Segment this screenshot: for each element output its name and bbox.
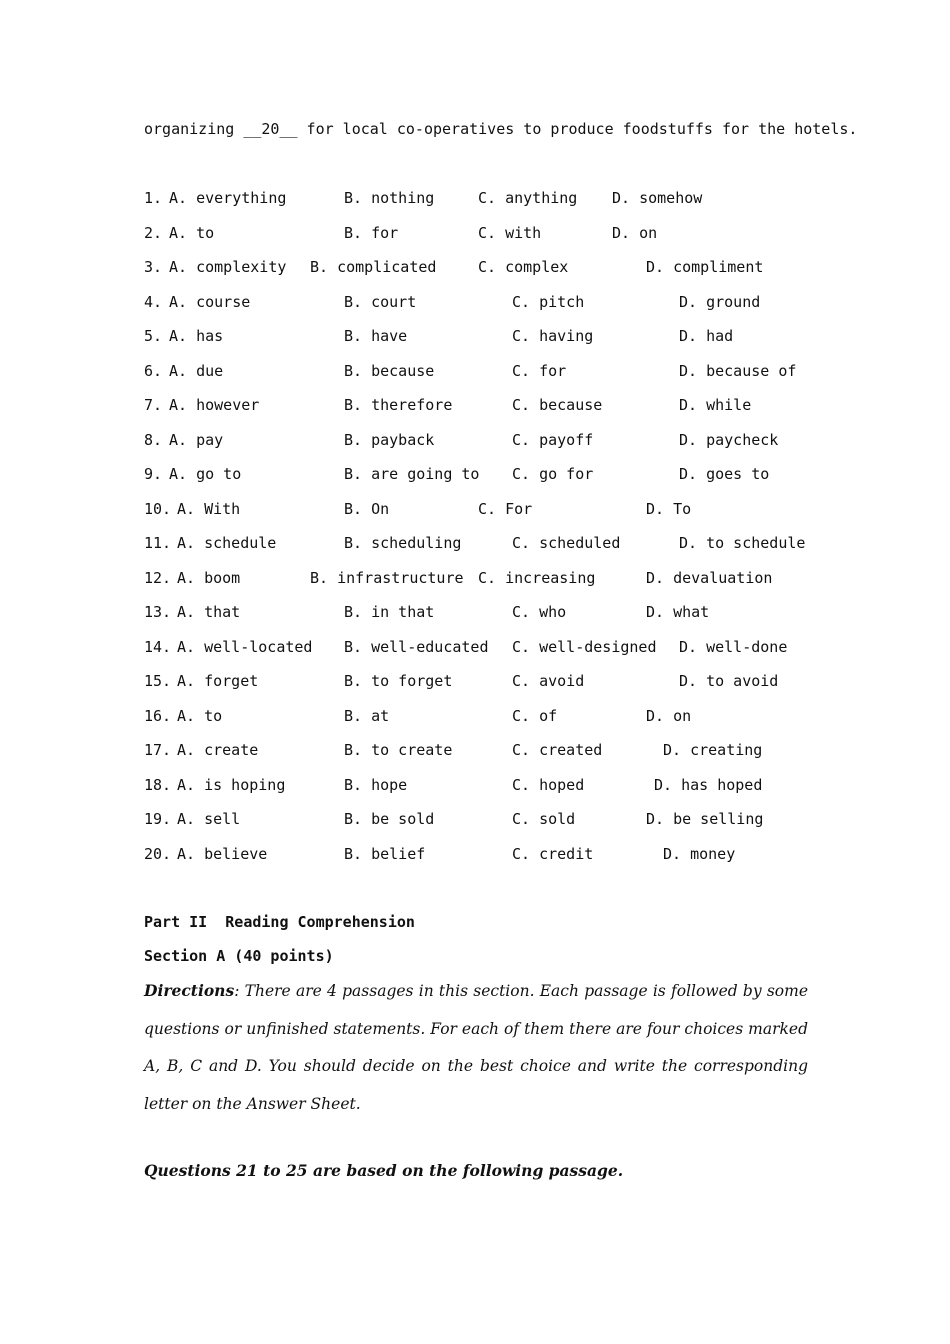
option-d: D. goes to: [679, 465, 770, 483]
question-row: [144, 534, 844, 554]
question-number: 7.: [144, 396, 163, 414]
question-row: [144, 293, 844, 313]
option-a: A. that: [177, 603, 241, 621]
option-d: D. while: [679, 396, 752, 414]
option-b: B. be sold: [344, 810, 435, 828]
option-c: C. who: [512, 603, 567, 621]
option-a: A. to: [169, 223, 215, 242]
question-row: [144, 603, 844, 623]
option-d: D. be selling: [646, 810, 764, 828]
question-number: 9.: [144, 465, 163, 483]
question-row: [144, 845, 844, 865]
option-c: C. payoff: [512, 430, 594, 449]
option-c: C. because: [512, 396, 603, 414]
directions-text: : There are 4 passages in this section. Each passage is followed by some questions or unfinished statements. For each of them there are four choices marked A, B, C and D. You should decide on the best choice and write the corresponding letter on the Answer Sheet.: [144, 982, 808, 1113]
option-a: A. forget: [177, 672, 259, 690]
option-a: A. complexity: [169, 258, 287, 276]
question-number: 2.: [144, 223, 163, 242]
option-c: C. complex: [478, 258, 569, 276]
option-d: D. devaluation: [646, 568, 773, 587]
option-b: B. to create: [344, 741, 453, 759]
option-a: A. sell: [177, 810, 241, 828]
question-number: 5.: [144, 327, 163, 345]
question-row: [144, 224, 844, 244]
intro-line: organizing __20__ for local co-operatives to produce foodstuffs for the hotels.: [144, 120, 858, 138]
question-number: 11.: [144, 534, 172, 552]
option-a: A. go to: [169, 465, 242, 483]
option-b: B. to forget: [344, 672, 453, 690]
question-row: [144, 258, 844, 278]
option-c: C. go for: [512, 465, 594, 483]
option-b: B. court: [344, 292, 417, 311]
question-row: [144, 431, 844, 451]
option-b: B. therefore: [344, 396, 453, 414]
question-row: [144, 362, 844, 382]
option-a: A. well-located: [177, 637, 313, 656]
option-b: B. payback: [344, 430, 435, 449]
option-d: D. had: [679, 327, 734, 345]
option-a: A. pay: [169, 430, 224, 449]
option-b: B. are going to: [344, 465, 480, 483]
option-b: B. On: [344, 499, 390, 518]
question-number: 8.: [144, 430, 163, 449]
option-a: A. is hoping: [177, 775, 286, 794]
question-number: 17.: [144, 741, 172, 759]
option-d: D. money: [663, 844, 736, 863]
option-c: C. credit: [512, 844, 594, 863]
question-number: 19.: [144, 810, 172, 828]
question-number: 10.: [144, 499, 172, 518]
option-c: C. hoped: [512, 775, 585, 794]
option-c: C. of: [512, 706, 558, 725]
option-c: C. well-designed: [512, 637, 657, 656]
option-a: A. to: [177, 706, 223, 725]
option-a: A. believe: [177, 844, 268, 863]
option-d: D. well-done: [679, 637, 788, 656]
option-a: A. has: [169, 327, 224, 345]
question-row: [144, 465, 844, 485]
question-row: [144, 776, 844, 796]
question-row: [144, 569, 844, 589]
option-a: A. schedule: [177, 534, 277, 552]
option-b: B. complicated: [310, 258, 437, 276]
option-d: D. on: [646, 706, 692, 725]
question-number: 13.: [144, 603, 172, 621]
passage-intro: Questions 21 to 25 are based on the following passage.: [144, 1161, 624, 1180]
option-c: C. for: [512, 361, 567, 380]
option-c: C. increasing: [478, 568, 596, 587]
question-number: 14.: [144, 637, 172, 656]
question-number: 20.: [144, 844, 172, 863]
option-c: C. created: [512, 741, 603, 759]
question-row: [144, 327, 844, 347]
question-row: [144, 741, 844, 761]
option-d: D. somehow: [612, 189, 703, 207]
question-number: 6.: [144, 361, 163, 380]
question-number: 15.: [144, 672, 172, 690]
option-a: A. create: [177, 741, 259, 759]
option-c: C. scheduled: [512, 534, 621, 552]
option-b: B. have: [344, 327, 408, 345]
option-d: D. paycheck: [679, 430, 779, 449]
option-a: A. With: [177, 499, 241, 518]
option-d: D. To: [646, 499, 692, 518]
option-c: C. For: [478, 499, 533, 518]
option-b: B. nothing: [344, 189, 435, 207]
option-b: B. scheduling: [344, 534, 462, 552]
question-row: [144, 500, 844, 520]
option-b: B. infrastructure: [310, 568, 464, 587]
section-title: Section A (40 points): [144, 947, 334, 965]
option-a: A. due: [169, 361, 224, 380]
question-number: 18.: [144, 775, 172, 794]
option-d: D. has hoped: [654, 775, 763, 794]
question-number: 4.: [144, 292, 163, 311]
part-title: Part II Reading Comprehension: [144, 913, 415, 931]
option-c: C. avoid: [512, 672, 585, 690]
option-a: A. boom: [177, 568, 241, 587]
option-d: D. ground: [679, 292, 761, 311]
option-c: C. pitch: [512, 292, 585, 311]
option-b: B. belief: [344, 844, 426, 863]
directions-label: Directions: [144, 981, 235, 1000]
directions-paragraph: [144, 972, 808, 1123]
option-b: B. at: [344, 706, 390, 725]
question-number: 12.: [144, 568, 172, 587]
option-b: B. because: [344, 361, 435, 380]
option-c: C. having: [512, 327, 594, 345]
question-row: [144, 707, 844, 727]
option-d: D. to schedule: [679, 534, 806, 552]
question-number: 16.: [144, 706, 172, 725]
option-d: D. creating: [663, 741, 763, 759]
option-c: C. with: [478, 223, 542, 242]
option-b: B. in that: [344, 603, 435, 621]
option-d: D. on: [612, 223, 658, 242]
option-d: D. because of: [679, 361, 797, 380]
option-a: A. everything: [169, 189, 287, 207]
option-c: C. anything: [478, 189, 578, 207]
question-number: 3.: [144, 258, 163, 276]
question-row: [144, 638, 844, 658]
option-b: B. well-educated: [344, 637, 489, 656]
option-b: B. hope: [344, 775, 408, 794]
question-row: [144, 189, 844, 209]
option-b: B. for: [344, 223, 399, 242]
question-number: 1.: [144, 189, 163, 207]
option-d: D. what: [646, 603, 710, 621]
question-row: [144, 810, 844, 830]
option-c: C. sold: [512, 810, 576, 828]
option-d: D. to avoid: [679, 672, 779, 690]
question-row: [144, 396, 844, 416]
option-a: A. course: [169, 292, 251, 311]
option-a: A. however: [169, 396, 260, 414]
option-d: D. compliment: [646, 258, 764, 276]
question-row: [144, 672, 844, 692]
